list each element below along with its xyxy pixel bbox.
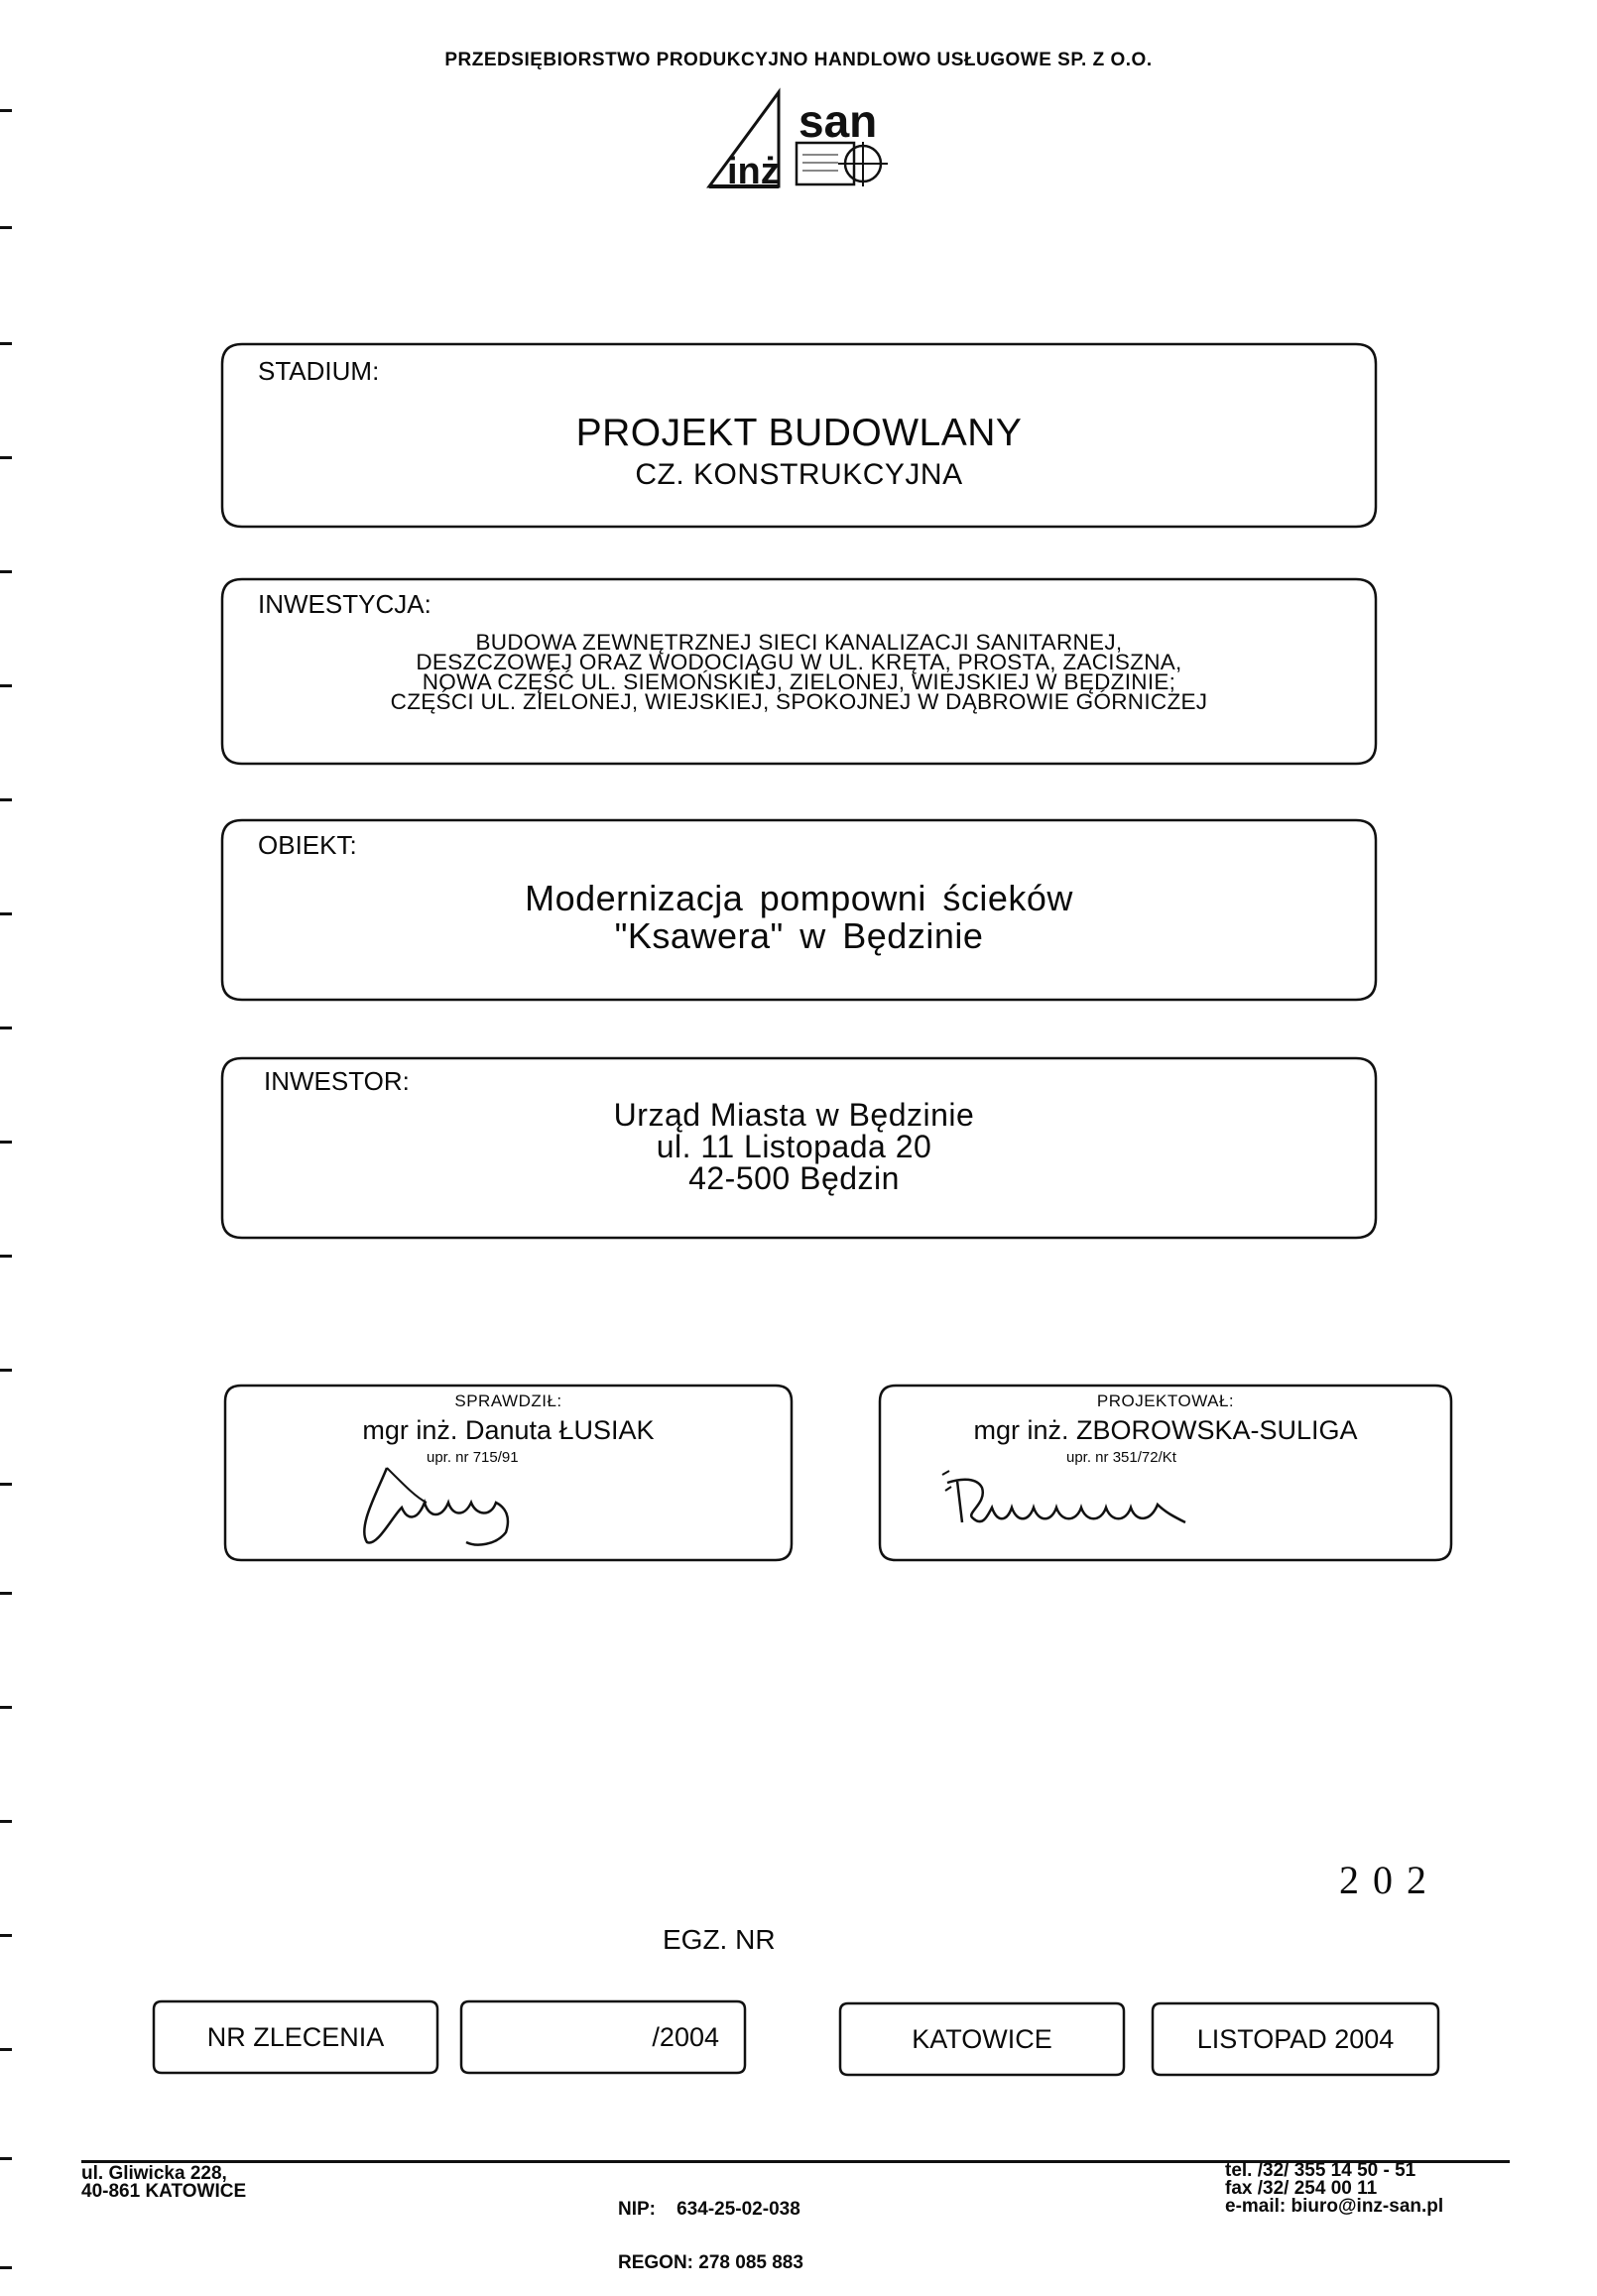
inwestycja-box — [220, 577, 1378, 766]
logo-graphic — [699, 87, 898, 191]
margin-tick — [0, 1027, 12, 1029]
city-box — [838, 2001, 1126, 2077]
obiekt-line: Modernizacja pompowni ścieków — [525, 878, 1073, 918]
margin-tick — [0, 1141, 12, 1144]
inwestor-box — [220, 1056, 1378, 1240]
date: LISTOPAD 2004 — [1196, 2023, 1395, 2054]
sprawdzil-signature — [347, 1448, 565, 1557]
projektowal-signature — [937, 1463, 1255, 1552]
inwestycja-line: CZĘŚCI UL. ZIELONEJ, WIEJSKIEJ, SPOKOJNEJ W DĄBROWIE GÓRNICZEJ — [390, 689, 1208, 714]
margin-tick — [0, 2266, 12, 2269]
city: KATOWICE — [912, 2023, 1052, 2054]
inwestor-line: 42-500 Będzin — [688, 1160, 900, 1196]
obiekt-label: OBIEKT: — [258, 830, 357, 860]
footer-contact — [1225, 2162, 1443, 2216]
margin-tick — [0, 1369, 12, 1372]
footer-fax: fax /32/ 254 00 11 — [1225, 2178, 1378, 2199]
sprawdzil-name: mgr inż. Danuta ŁUSIAK — [362, 1415, 655, 1445]
sprawdzil-role: SPRAWDZIŁ: — [454, 1391, 562, 1410]
margin-tick — [0, 226, 12, 229]
order-value-box — [459, 1999, 747, 2075]
footer-address — [81, 2165, 246, 2201]
margin-tick — [0, 684, 12, 687]
margin-tick — [0, 342, 12, 345]
inwestor-line: Urząd Miasta w Będzinie — [613, 1097, 975, 1133]
margin-tick — [0, 1706, 12, 1709]
company-name: PRZEDSIĘBIORSTWO PRODUKCYJNO HANDLOWO USŁUGOWE SP. Z O.O. — [444, 50, 1153, 70]
sprawdzil-license: upr. nr 715/91 — [427, 1449, 519, 1466]
obiekt-box — [220, 818, 1378, 1002]
projektowal-box — [878, 1384, 1453, 1562]
margin-tick — [0, 570, 12, 573]
page-number: 2 0 2 — [1339, 1858, 1428, 1902]
svg-text:inż: inż — [727, 151, 780, 191]
inwestycja-line: DESZCZOWEJ ORAZ WODOCIĄGU W UL. KRĘTA, PROSTA, ZACISZNA, — [416, 650, 1182, 674]
footer-address-line: ul. Gliwicka 228, — [81, 2163, 227, 2184]
margin-tick — [0, 2157, 12, 2160]
stadium-title: PROJEKT BUDOWLANY — [575, 412, 1023, 454]
footer-tel: tel. /32/ 355 14 50 - 51 — [1225, 2160, 1416, 2181]
stadium-box — [220, 342, 1378, 529]
footer-nip: NIP: 634-25-02-038 — [618, 2199, 800, 2220]
margin-tick — [0, 1934, 12, 1937]
margin-tick — [0, 1483, 12, 1486]
margin-tick — [0, 912, 12, 915]
footer-ids — [618, 2165, 803, 2290]
stadium-subtitle: CZ. KONSTRUKCYJNA — [635, 458, 963, 491]
margin-tick — [0, 109, 12, 112]
copy-number-label: EGZ. NR — [663, 1924, 776, 1955]
projektowal-license: upr. nr 351/72/Kt — [1066, 1449, 1176, 1466]
sprawdzil-box — [223, 1384, 794, 1562]
svg-text:san: san — [798, 95, 878, 147]
margin-tick — [0, 1592, 12, 1595]
footer-email: e-mail: biuro@inz-san.pl — [1225, 2196, 1444, 2217]
margin-tick — [0, 2048, 12, 2051]
stadium-label: STADIUM: — [258, 356, 380, 386]
margin-tick — [0, 1255, 12, 1258]
margin-tick — [0, 1820, 12, 1823]
inwestycja-label: INWESTYCJA: — [258, 589, 431, 619]
inwestycja-line: BUDOWA ZEWNĘTRZNEJ SIECI KANALIZACJI SANITARNEJ, — [475, 630, 1123, 655]
footer-regon: REGON: 278 085 883 — [618, 2252, 803, 2273]
inwestycja-line: NOWA CZĘŚĆ UL. SIEMOŃSKIEJ, ZIELONEJ, WIEJSKIEJ W BĘDZINIE; — [422, 669, 1176, 694]
obiekt-line: "Ksawera" w Będzinie — [614, 915, 984, 956]
inwestor-label: INWESTOR: — [264, 1066, 410, 1096]
order-label: NR ZLECENIA — [206, 2021, 385, 2052]
company-logo — [699, 87, 898, 191]
order-label-box — [152, 1999, 439, 2075]
footer-address-line: 40-861 KATOWICE — [81, 2181, 247, 2202]
projektowal-name: mgr inż. ZBOROWSKA-SULIGA — [973, 1415, 1358, 1445]
date-box — [1151, 2001, 1440, 2077]
inwestor-line: ul. 11 Listopada 20 — [656, 1129, 932, 1164]
projektowal-role: PROJEKTOWAŁ: — [1096, 1391, 1235, 1410]
margin-tick — [0, 798, 12, 801]
margin-tick — [0, 456, 12, 459]
order-value: /2004 — [652, 2021, 719, 2052]
